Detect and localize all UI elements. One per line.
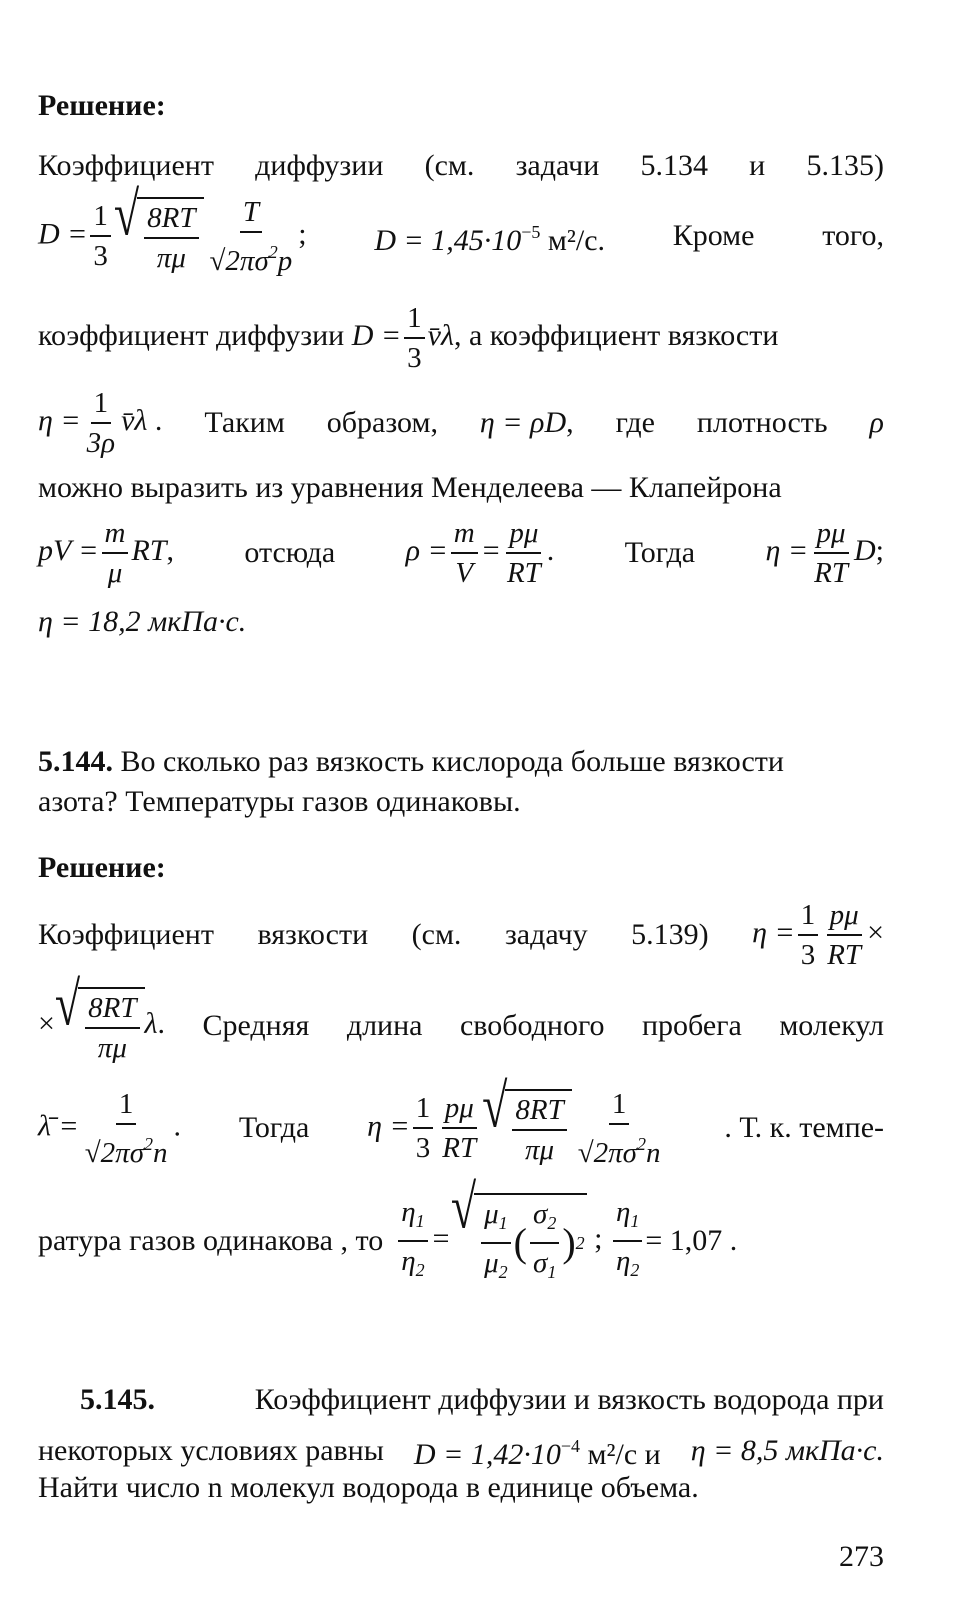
word: . Т. к. темпе- — [724, 1111, 884, 1144]
word: пробега — [641, 1009, 742, 1042]
eta-formula-start: η = $\frac{1}{3}$ $\frac{p\mu}{RT}$ × — [752, 899, 884, 971]
formula-line — [38, 898, 884, 972]
word: (см. — [424, 149, 475, 182]
problem-line: некоторых условиях равны — [38, 1433, 384, 1467]
density-formula: ρ = $\frac{m}{V}$ = $\frac{p\mu}{RT}$ . — [405, 517, 555, 589]
word: Коэффициент — [38, 918, 214, 951]
solution-heading-text: Решение — [38, 851, 156, 884]
word: свободного — [459, 1009, 605, 1042]
eta-rho-d: η = ρD, — [479, 406, 574, 439]
formula-line — [38, 1071, 884, 1170]
text-line — [38, 148, 884, 184]
word: Таким — [204, 406, 285, 439]
problem-text — [38, 1428, 884, 1473]
problem-text: азота? Температуры газов одинаковы. — [38, 785, 521, 818]
word: и — [749, 149, 766, 182]
eta-full-formula: η = $\frac{1}{3}$ $\frac{p\mu}{RT}$ √ $\frac{8RT}{\pi\mu}$ $\frac{1}{√2\pi\sigma^2n}$ — [367, 1071, 661, 1169]
solution-heading: Решение: — [38, 851, 166, 884]
diffusion-value: $D = 1,45\cdot 10^{-5}$ м²/с. — [374, 221, 606, 257]
text-line: можно выразить из уравнения Менделеева — Клапейрона — [38, 471, 782, 504]
word: Тогда — [238, 1111, 310, 1144]
word: плотность — [696, 406, 828, 439]
problem-number: 5.145. — [80, 1383, 155, 1416]
problem-text — [38, 744, 884, 780]
diffusion-formula: D = $\frac{1}{3}$ √ $\frac{8RT}{\pi\mu}$ $\frac{T}{√2\pi\sigma^2p}$ ; — [38, 179, 307, 277]
word: того, — [822, 219, 884, 252]
formula-line — [38, 1172, 884, 1286]
formula-line — [38, 969, 884, 1066]
problem-line: Коэффициент диффузии и вязкость водорода при — [254, 1383, 884, 1416]
word: задачи — [515, 149, 600, 182]
word: диффузии — [255, 149, 384, 182]
ratio-value: = 1,07 . — [645, 1224, 738, 1257]
free-path-formula: λ̄ = $\frac{1}{√2\pi\sigma^2n}$ . — [38, 1087, 181, 1169]
text-line — [38, 302, 884, 374]
word: молекул — [779, 1009, 884, 1042]
problem-line: Во сколько раз вязкость кислорода больше вязкости — [120, 745, 784, 778]
word: задачу — [504, 918, 588, 951]
diffusion-value: $D = 1,42\cdot 10^{-4}$ м²/с и — [413, 1436, 661, 1471]
word: Средняя — [202, 1009, 310, 1042]
word: длина — [346, 1009, 423, 1042]
result-line: η = 18,2 мкПа·с. — [38, 605, 247, 638]
ratio-formula: $\frac{\eta_1}{\eta_2}$ = √ $\frac{\mu_1}{\mu_2}$ ( $\frac{\sigma_2}{\sigma_1}$ ) 2 ; $\frac{\eta_1}{\eta_2}$ — [395, 1193, 645, 1289]
word: Коэффициент — [38, 149, 214, 182]
solution-heading: Решение: — [38, 89, 166, 122]
word: 5.134 — [640, 149, 708, 182]
mendeleev-formula: pV = $\frac{m}{\mu}$ RT, — [38, 517, 174, 589]
word: образом, — [326, 406, 438, 439]
page-number: 273 — [839, 1540, 884, 1573]
text-line — [38, 388, 884, 458]
formula-line — [38, 179, 884, 277]
viscosity-value: η = 8,5 мкПа·с. — [690, 1433, 884, 1467]
solution-heading-text: Решение — [38, 89, 156, 122]
line-content: ратура газов одинакова , то — [38, 1224, 384, 1257]
word: Кроме — [672, 219, 755, 252]
problem-text — [80, 1382, 884, 1418]
viscosity-formula: η = $\frac{1}{3\rho}$ v̄λ . — [38, 387, 163, 459]
sqrt-lambda: × √ $\frac{8RT}{\pi\mu}$ λ. — [38, 969, 166, 1064]
word: 5.139) — [631, 918, 709, 951]
formula-line — [38, 516, 884, 590]
word: отсюда — [244, 536, 336, 569]
rho-symbol: ρ — [869, 406, 884, 439]
word: (см. — [411, 918, 462, 951]
eta-formula: η = $\frac{p\mu}{RT}$ D; — [765, 517, 884, 589]
line-content: коэффициент диффузии D = $\frac{1}{3}$ v̄λ, а коэффициент вязкости — [38, 302, 779, 374]
word: где — [615, 406, 655, 439]
problem-text: Найти число n молекул водорода в единице объема. — [38, 1471, 699, 1504]
word: 5.135) — [806, 149, 884, 182]
word: вязкости — [257, 918, 369, 951]
problem-number: 5.144. — [38, 745, 113, 778]
word: Тогда — [624, 536, 696, 569]
